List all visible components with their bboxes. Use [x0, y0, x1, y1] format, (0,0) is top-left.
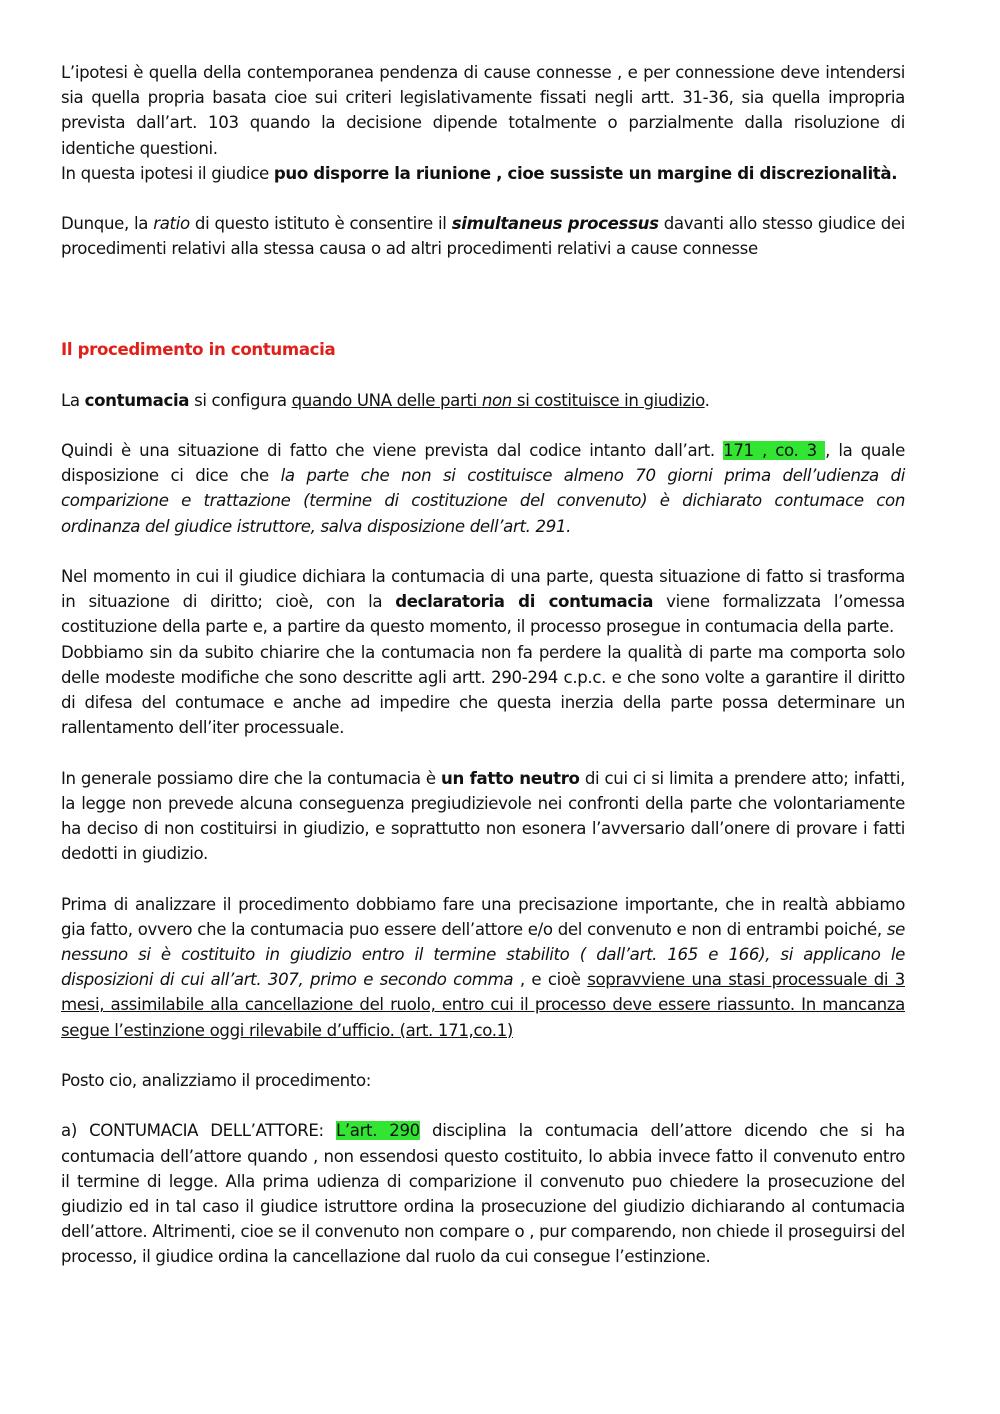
paragraph-qualita-parte — [61, 640, 905, 741]
paragraph-text: , la quale disposizione ci dice che — [61, 440, 905, 486]
paragraph-text: si configura — [189, 390, 292, 410]
paragraph-text: L’ipotesi è quella della contemporanea pendenza di cause connesse , e per connessione deve intendersi sia quella propria basata cioe sui criteri legislativamente fissati negli artt. 31-36, sia quella impropria prevista dall’art. 103 quando la decisione dipende totalmente o parzialmente dalla risoluzione di identiche questioni. — [61, 63, 905, 158]
paragraph-text: di cui ci si limita a prendere atto; infatti, la legge non prevede alcuna conseguenza pregiudizievole nei confronti della parte che volontariamente ha deciso di non costituirsi in giudizio, e soprattutto non esonera l’avversario dall’onere di provare i fatti dedotti in giudizio. — [61, 768, 906, 864]
paragraph-text: Quindi è una situazione di fatto che viene prevista dal codice intanto dall’art. — [61, 440, 724, 460]
bold-text: un fatto neutro — [440, 768, 580, 788]
paragraph-art-171 — [61, 438, 905, 539]
spacer — [61, 1043, 905, 1068]
paragraph-text: . — [704, 390, 710, 410]
spacer — [61, 539, 905, 564]
underlined-part: quando UNA delle parti — [291, 390, 482, 410]
paragraph-text: Dobbiamo sin da subito chiarire che la contumacia non fa perdere la qualità di parte ma comporta solo delle modeste modifiche che sono descritte agli artt. 290-294 c.p.c. e che sono volte a garantire il diritto di difesa del contumace e anche ad impedire che questa inerzia della parte possa determinare un rallentamento dell’iter processuale. — [61, 642, 905, 738]
paragraph-contumacia-attore — [61, 1118, 905, 1269]
paragraph-ratio — [61, 211, 905, 261]
paragraph-text: Prima di analizzare il procedimento dobbiamo fare una precisazione importante, che in realtà abbiamo gia fatto, ovvero che la contumacia puo essere dell’attore e/o del convenuto e non di entrambi poiché, — [61, 894, 905, 939]
paragraph-text: Nel momento in cui il giudice dichiara la contumacia di una parte, questa situazione di fatto si trasforma in situazione di diritto; cioè, con la — [61, 566, 905, 612]
spacer — [61, 866, 905, 891]
highlighted-reference: L’art. 290 — [335, 1121, 420, 1141]
bold-text: declaratoria di contumacia — [395, 592, 654, 612]
underlined-text: sopravviene una stasi processuale di 3 mesi, assimilabile alla cancellazione del ruolo, entro cui il processo deve essere riassunto. In mancanza segue l’estinzione oggi rilevabile d’ufficio. (art. 171,co.1) — [61, 970, 905, 1040]
paragraph-text: Posto cio, analizziamo il procedimento: — [61, 1070, 372, 1090]
spacer — [61, 1093, 905, 1118]
paragraph-text: davanti allo stesso giudice dei procedimenti relativi alla stessa causa o ad altri procedimenti relativi a cause connesse — [61, 214, 905, 259]
underlined-part: si costituisce in giudizio — [511, 390, 705, 410]
paragraph-precisazione — [61, 892, 905, 1043]
spacer — [61, 362, 905, 387]
paragraph-text: La — [61, 390, 85, 410]
highlighted-reference: 171 , co. 3 — [723, 440, 826, 460]
underlined-text — [292, 391, 705, 410]
paragraph-text: , e cioè — [513, 970, 588, 990]
paragraph-text: Dunque, la — [61, 214, 154, 234]
paragraph-posto-cio — [61, 1068, 905, 1093]
section-heading: Il procedimento in contumacia — [61, 340, 336, 360]
spacer — [61, 312, 905, 337]
spacer — [61, 740, 905, 765]
italic-text: non — [481, 390, 512, 410]
bold-text: contumacia — [84, 390, 190, 410]
spacer — [61, 413, 905, 438]
bold-italic-text: simultaneus processus — [451, 214, 659, 234]
bold-text: puo disporre la riunione , cioe sussiste un margine di discrezionalità. — [273, 163, 898, 183]
spacer — [61, 262, 905, 312]
paragraph-declaratoria — [61, 564, 905, 640]
paragraph-definition — [61, 388, 905, 413]
paragraph-text: disciplina la contumacia dell’attore dicendo che si ha contumacia dell’attore quando , non essendosi questo costituito, lo abbia invece fatto il convenuto entro il termine di legge. Alla prima udienza di comparizione il convenuto puo chiedere la prosecuzione del giudizio ed in tal caso il giudice istruttore ordina la prosecuzione del giudizio dichiarando al contumacia dell’attore. Altrimenti, cioe se il convenuto non compare o , pur comparendo, non chiede il proseguirsi del processo, il giudice ordina la cancellazione dal ruolo da cui consegue l’estinzione. — [61, 1121, 905, 1267]
paragraph-text: a) CONTUMACIA DELL’ATTORE: — [61, 1121, 336, 1141]
paragraph-text: di questo istituto è consentire il — [189, 214, 452, 234]
paragraph-riunione — [61, 161, 905, 186]
paragraph-text: In questa ipotesi il giudice — [61, 163, 274, 183]
paragraph-text: viene formalizzata l’omessa costituzione della parte e, a partire da questo momento, il processo prosegue in contumacia della parte. — [61, 592, 905, 637]
paragraph-fatto-neutro — [61, 766, 905, 867]
paragraph-text: In generale possiamo dire che la contumacia è — [61, 768, 441, 788]
paragraph-connessione — [61, 60, 905, 161]
document-page — [61, 60, 905, 1270]
italic-text: ratio — [153, 214, 190, 234]
spacer — [61, 186, 905, 211]
italic-text: la parte che non si costituisce almeno 70 giorni prima dell’udienza di comparizione e trattazione (termine di costituzione del convenuto) è dichiarato contumace con ordinanza del giudice istruttore, salva disposizione dell’art. 291. — [61, 466, 906, 536]
italic-text: se nessuno si è costituito in giudizio entro il termine stabilito ( dall’art. 165 e 166), si applicano le disposizioni di cui all’art. 307, primo e secondo comma — [61, 919, 905, 990]
